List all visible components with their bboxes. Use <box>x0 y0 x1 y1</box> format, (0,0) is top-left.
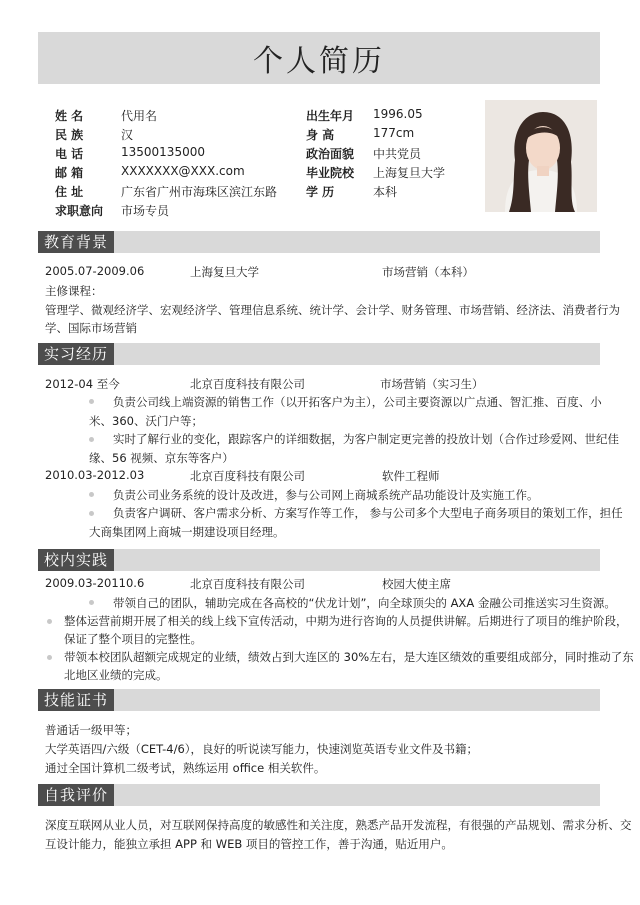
campus-company: 北京百度科技有限公司 <box>190 577 305 591</box>
job2-period: 2010.03-2012.03 <box>45 468 145 482</box>
job1-company: 北京百度科技有限公司 <box>190 377 305 391</box>
bullet-icon <box>89 511 94 516</box>
campus-role: 校园大使主席 <box>382 577 451 591</box>
bullet-icon <box>89 492 94 497</box>
bullet-icon <box>47 655 52 660</box>
section-education <box>38 231 600 253</box>
campus-period: 2009.03-20110.6 <box>45 576 145 590</box>
job2-duty-2-cont: 大商集团网上商城一期建设项目经理。 <box>89 525 285 539</box>
campus-duty-2: 整体运营前期开展了相关的线上线下宣传活动，中期为进行咨询的人员提供讲解。后期进行了项目的维护阶段， <box>64 614 628 628</box>
job1-duty-2: 实时了解行业的变化，跟踪客户的详细数据，为客户制定更完善的投放计划（合作过珍爱网、世纪佳 <box>113 432 619 446</box>
edu-period: 2005.07-2009.06 <box>45 264 145 278</box>
edu-courses-cont: 学、国际市场营销 <box>45 321 137 335</box>
campus-duty-1: 带领自己的团队，辅助完成在各高校的“伏龙计划”，向全球顶尖的 AXA 金融公司推送实习生资源。 <box>113 596 616 610</box>
section-title: 校内实践 <box>38 549 114 571</box>
campus-duty-3-cont: 北地区业绩的完成。 <box>64 668 168 682</box>
bullet-icon <box>89 437 94 442</box>
section-title: 实习经历 <box>38 343 114 365</box>
skill-2: 大学英语四/六级（CET-4/6），良好的听说读写能力，快速浏览英语专业文件及书籍； <box>45 742 479 756</box>
bullet-icon <box>47 619 52 624</box>
self-eval-2: 互设计能力，能独立承担 APP 和 WEB 项目的管控工作，善于沟通，贴近用户。 <box>45 837 453 851</box>
self-eval-1: 深度互联网从业人员，对互联网保持高度的敏感性和关注度，熟悉产品开发流程，有很强的产品规划、需求分析、交 <box>45 818 632 832</box>
campus-duty-2-cont: 保证了整个项目的完整性。 <box>64 632 202 646</box>
job2-duty-2: 负责客户调研、客户需求分析、方案写作等工作， 参与公司多个大型电子商务项目的策划工作，担任 <box>113 506 623 520</box>
job2-duty-1: 负责公司业务系统的设计及改进，参与公司网上商城系统产品功能设计及实施工作。 <box>113 488 539 502</box>
bullet-icon <box>89 600 94 605</box>
section-skills <box>38 689 600 711</box>
title-bar <box>38 32 600 84</box>
page-title: 个人简历 <box>253 44 385 79</box>
skill-1: 普通话一级甲等； <box>45 723 137 737</box>
bullet-icon <box>89 399 94 404</box>
skill-3: 通过全国计算机二级考试，熟练运用 office 相关软件。 <box>45 761 326 775</box>
section-self-evaluation <box>38 784 600 806</box>
edu-courses: 管理学、微观经济学、宏观经济学、管理信息系统、统计学、会计学、财务管理、市场营销、经济法、消费者行为 <box>45 303 620 317</box>
edu-school: 上海复旦大学 <box>190 265 259 279</box>
section-title: 教育背景 <box>38 231 114 253</box>
job2-role: 软件工程师 <box>382 469 440 483</box>
edu-courses-label: 主修课程： <box>45 284 103 298</box>
profile-photo <box>485 100 597 212</box>
campus-duty-3: 带领本校团队超额完成规定的业绩，绩效占到大连区的 30%左右，是大连区绩效的重要组成部分，同时推动了东 <box>64 650 634 664</box>
job1-duty-1-cont: 米、360、沃门户等； <box>89 414 203 428</box>
section-title: 技能证书 <box>38 689 114 711</box>
section-campus <box>38 549 600 571</box>
job1-period: 2012-04 至今 <box>45 377 120 391</box>
section-title: 自我评价 <box>38 784 114 806</box>
job2-company: 北京百度科技有限公司 <box>190 469 305 483</box>
job1-role: 市场营销（实习生） <box>380 377 484 391</box>
edu-major: 市场营销（本科） <box>382 265 474 279</box>
section-internship <box>38 343 600 365</box>
job1-duty-1: 负责公司线上端资源的销售工作（以开拓客户为主），公司主要资源以广点通、智汇推、百度、小 <box>113 395 602 409</box>
job1-duty-2-cont: 缘、56 视频、京东等客户） <box>89 451 234 465</box>
